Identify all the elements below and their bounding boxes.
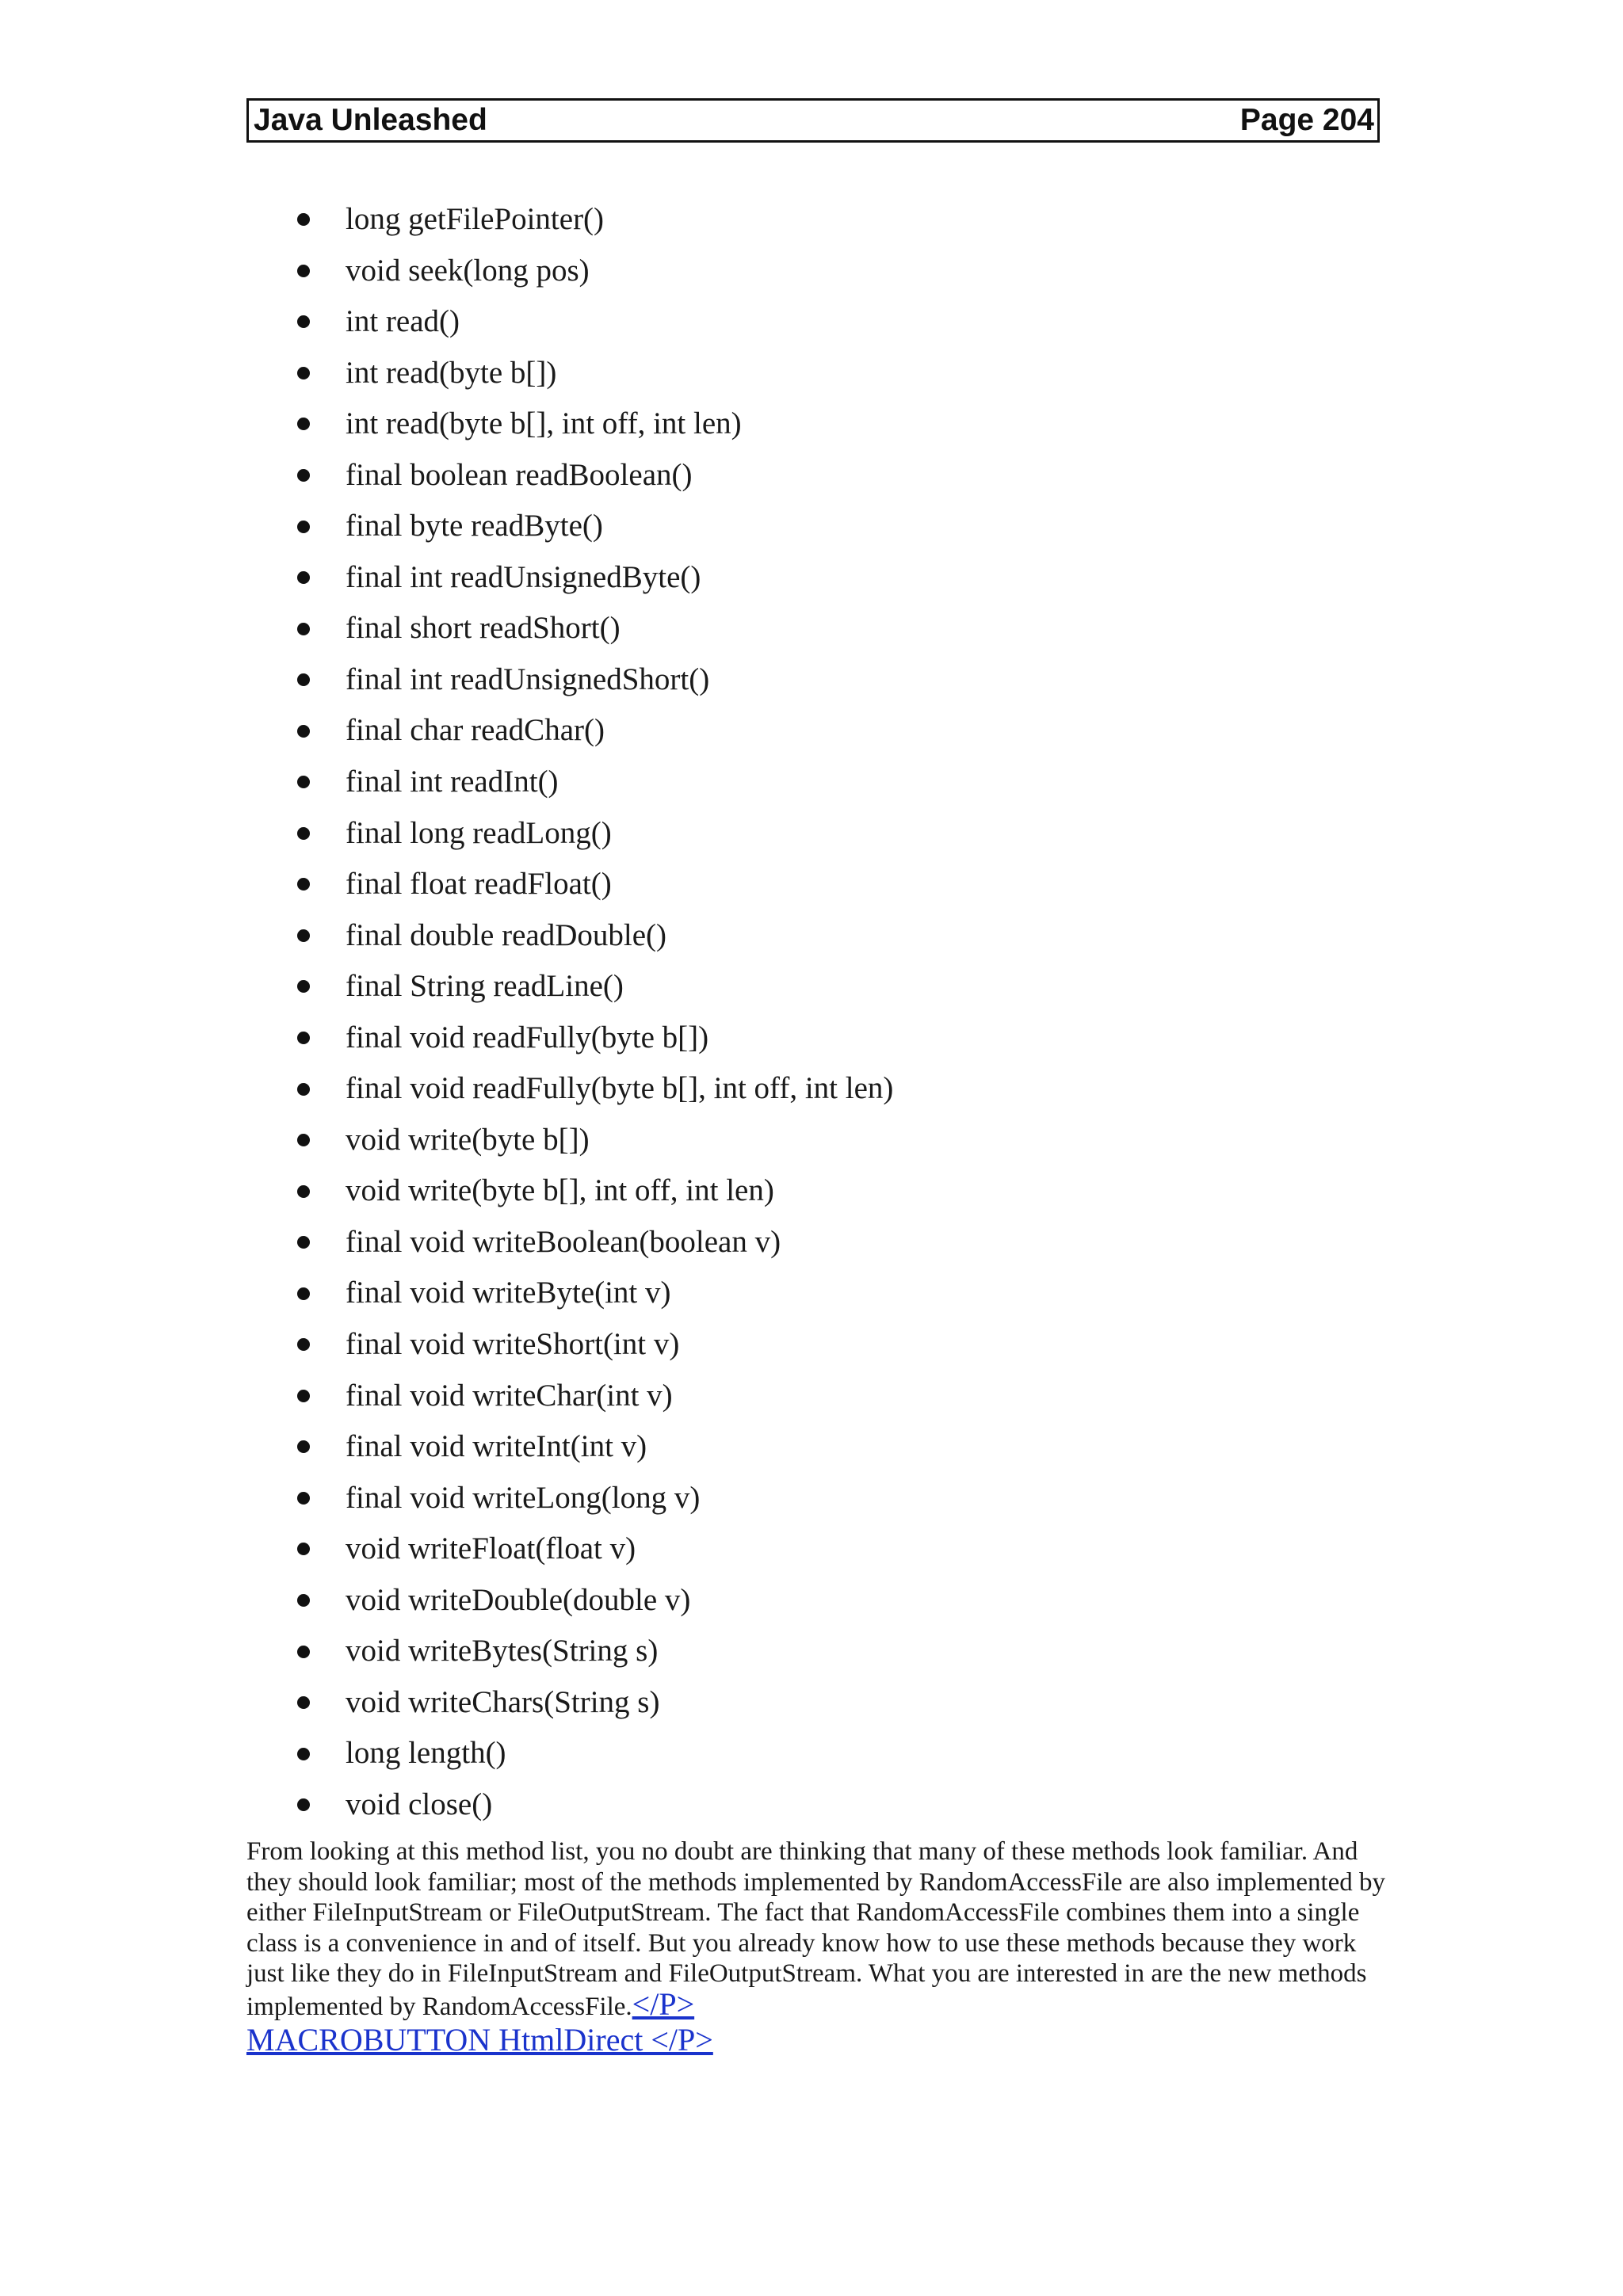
method-signature: void writeFloat(float v) <box>346 1531 636 1566</box>
bullet-icon <box>297 1236 310 1249</box>
bullet-icon <box>297 1032 310 1044</box>
method-signature: final boolean readBoolean() <box>346 457 693 492</box>
bullet-icon <box>297 1185 310 1198</box>
method-signature: int read(byte b[]) <box>346 355 557 390</box>
list-item <box>246 450 1380 502</box>
method-signature: void seek(long pos) <box>346 253 590 288</box>
list-item <box>246 552 1380 604</box>
bullet-icon <box>297 1798 310 1811</box>
list-item <box>246 705 1380 757</box>
list-item <box>246 1473 1380 1524</box>
bullet-icon <box>297 1440 310 1453</box>
list-item <box>246 246 1380 297</box>
method-list <box>246 194 1380 1831</box>
method-signature: final void writeShort(int v) <box>346 1327 680 1362</box>
bullet-icon <box>297 1134 310 1146</box>
method-signature: final float readFloat() <box>346 867 612 902</box>
list-item <box>246 1217 1380 1268</box>
bullet-icon <box>297 571 310 584</box>
method-signature: long getFilePointer() <box>346 202 605 236</box>
method-signature: final void writeBoolean(boolean v) <box>346 1224 781 1259</box>
bullet-icon <box>297 418 310 430</box>
bullet-icon <box>297 1543 310 1555</box>
bullet-icon <box>297 1646 310 1658</box>
bullet-icon <box>297 1594 310 1607</box>
bullet-icon <box>297 623 310 635</box>
bullet-icon <box>297 265 310 277</box>
list-item <box>246 1319 1380 1371</box>
method-signature: final int readUnsignedShort() <box>346 662 710 696</box>
bullet-icon <box>297 1338 310 1351</box>
bullet-icon <box>297 673 310 686</box>
list-item <box>246 603 1380 654</box>
bullet-icon <box>297 1492 310 1505</box>
method-signature: long length() <box>346 1736 506 1771</box>
method-signature: void writeChars(String s) <box>346 1684 660 1719</box>
bullet-icon <box>297 980 310 993</box>
list-item <box>246 399 1380 450</box>
method-signature: final int readInt() <box>346 765 559 799</box>
method-signature: void write(byte b[]) <box>346 1122 590 1157</box>
list-item <box>246 194 1380 246</box>
method-signature: void writeBytes(String s) <box>346 1634 659 1669</box>
method-signature: final void writeChar(int v) <box>346 1378 673 1413</box>
bullet-icon <box>297 1748 310 1760</box>
list-item <box>246 961 1380 1013</box>
method-signature: final void readFully(byte b[], int off, int len) <box>346 1071 894 1106</box>
method-signature: final byte readByte() <box>346 509 603 543</box>
list-item <box>246 348 1380 399</box>
book-title: Java Unleashed <box>254 103 487 137</box>
method-signature: final void writeLong(long v) <box>346 1480 701 1515</box>
method-signature: final long readLong() <box>346 815 612 850</box>
method-signature: void writeDouble(double v) <box>346 1582 691 1617</box>
bullet-icon <box>297 1696 310 1709</box>
bullet-icon <box>297 469 310 482</box>
bullet-icon <box>297 1390 310 1402</box>
list-item <box>246 654 1380 706</box>
list-item <box>246 1524 1380 1575</box>
list-item <box>246 1268 1380 1319</box>
page-number: Page 204 <box>1239 103 1374 137</box>
bullet-icon <box>297 776 310 788</box>
method-signature: final void writeInt(int v) <box>346 1429 647 1464</box>
list-item <box>246 1677 1380 1729</box>
method-signature: final double readDouble() <box>346 917 667 952</box>
macrobutton-link[interactable]: MACROBUTTON HtmlDirect </P> <box>246 2022 713 2058</box>
list-item <box>246 910 1380 962</box>
method-signature: void write(byte b[], int off, int len) <box>346 1173 774 1208</box>
method-signature: final void writeByte(int v) <box>346 1276 671 1310</box>
paragraph-text: From looking at this method list, you no doubt are thinking that many of these methods look familiar. And they should look familiar; most of the methods implemented by RandomAccessFile are also implemented by either FileInputStream or FileOutputStream. The fact that RandomAccessFile combines them into a single class is a convenience in and of itself. But you already know how to use these methods because they work just like they do in FileInputStream and FileOutputStream. What you are interested in are the new methods implemented by RandomAccessFile. <box>246 1837 1386 2021</box>
list-item <box>246 296 1380 348</box>
bullet-icon <box>297 1287 310 1300</box>
bullet-icon <box>297 367 310 379</box>
list-item <box>246 757 1380 808</box>
list-item <box>246 859 1380 910</box>
end-tag-link[interactable]: </P> <box>632 1985 695 2022</box>
bullet-icon <box>297 827 310 840</box>
body-paragraph <box>246 1836 1388 2058</box>
list-item <box>246 1421 1380 1473</box>
list-item <box>246 1728 1380 1779</box>
method-signature: final String readLine() <box>346 969 624 1004</box>
list-item <box>246 1115 1380 1166</box>
list-item <box>246 1165 1380 1217</box>
list-item <box>246 1063 1380 1115</box>
page-header <box>246 98 1380 143</box>
bullet-icon <box>297 929 310 942</box>
list-item <box>246 1779 1380 1831</box>
bullet-icon <box>297 315 310 328</box>
method-signature: final short readShort() <box>346 611 621 646</box>
list-item <box>246 1013 1380 1064</box>
method-signature: final int readUnsignedByte() <box>346 559 701 594</box>
bullet-icon <box>297 1083 310 1096</box>
bullet-icon <box>297 213 310 226</box>
bullet-icon <box>297 521 310 533</box>
bullet-icon <box>297 725 310 738</box>
bullet-icon <box>297 878 310 891</box>
list-item <box>246 1626 1380 1677</box>
list-item <box>246 1575 1380 1627</box>
method-signature: int read(byte b[], int off, int len) <box>346 406 742 441</box>
list-item <box>246 1371 1380 1422</box>
method-signature: int read() <box>346 304 460 339</box>
method-signature: void close() <box>346 1787 493 1821</box>
method-signature: final char readChar() <box>346 713 605 748</box>
method-signature: final void readFully(byte b[]) <box>346 1020 709 1055</box>
list-item <box>246 501 1380 552</box>
list-item <box>246 808 1380 860</box>
